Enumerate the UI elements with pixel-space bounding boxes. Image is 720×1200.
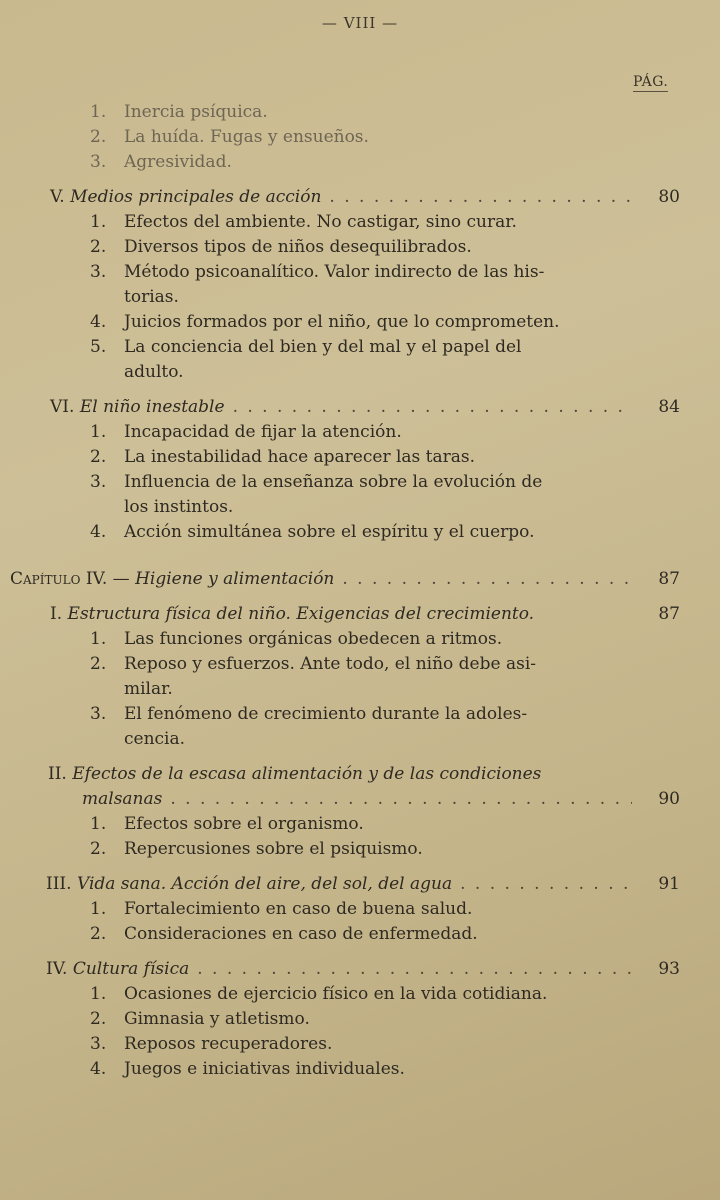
toc-item: 2. La huída. Fugas y ensueños. bbox=[90, 127, 369, 147]
page-number: — VIII — bbox=[321, 14, 399, 32]
toc-item: 2. Reposo y esfuerzos. Ante todo, el niño debe asi- bbox=[90, 654, 537, 674]
toc-item: 1. Fortalecimiento en caso de buena salud. bbox=[90, 899, 473, 919]
toc-item-continuation: milar. bbox=[124, 679, 173, 699]
toc-section-i: I. Estructura física del niño. Exigencias del crecimiento. 87 bbox=[0, 602, 720, 627]
toc-item-continuation: cencia. bbox=[124, 729, 186, 749]
toc-item: 1. Ocasiones de ejercicio físico en la vida cotidiana. bbox=[90, 984, 548, 1004]
toc-item: 2. Repercusiones sobre el psiquismo. bbox=[90, 839, 423, 859]
toc-item: 4. Acción simultánea sobre el espíritu y el cuerpo. bbox=[90, 522, 535, 542]
toc-item: 2. Gimnasia y atletismo. bbox=[90, 1009, 310, 1029]
toc-item: 3. Reposos recuperadores. bbox=[90, 1034, 333, 1054]
toc-item: 3. Influencia de la enseñanza sobre la evolución de bbox=[90, 472, 543, 492]
toc-chapter-iv: Capítulo IV. — Higiene y alimentación . . . 87 bbox=[0, 567, 720, 592]
toc-item: 3. Método psicoanalítico. Valor indirecto de las his- bbox=[90, 262, 545, 282]
page-ref: 87 bbox=[658, 604, 680, 624]
toc-item: 4. Juegos e iniciativas individuales. bbox=[90, 1059, 405, 1079]
toc-item: 4. Juicios formados por el niño, que lo comprometen. bbox=[90, 312, 560, 332]
toc-item-continuation: adulto. bbox=[124, 362, 184, 382]
toc-item: 1. Efectos del ambiente. No castigar, sino curar. bbox=[90, 212, 517, 232]
toc-item: 2. Consideraciones en caso de enfermedad. bbox=[90, 924, 478, 944]
page-ref: 90 bbox=[658, 789, 680, 809]
toc-item: 2. La inestabilidad hace aparecer las taras. bbox=[90, 447, 476, 467]
table-of-contents bbox=[0, 100, 720, 1082]
toc-section-iv: IV. Cultura física . . . 93 bbox=[0, 957, 720, 982]
toc-item: 2. Diversos tipos de niños desequilibrados. bbox=[90, 237, 472, 257]
pag-column-label: PÁG. bbox=[633, 74, 669, 90]
page-ref: 80 bbox=[658, 187, 680, 207]
toc-item: 1. Las funciones orgánicas obedecen a ritmos. bbox=[90, 629, 503, 649]
toc-item: 3. Agresividad. bbox=[90, 152, 232, 172]
page-ref: 93 bbox=[658, 959, 680, 979]
toc-item: 1. Efectos sobre el organismo. bbox=[90, 814, 364, 834]
page-ref: 87 bbox=[658, 569, 680, 589]
toc-item: 1. Incapacidad de fijar la atención. bbox=[90, 422, 402, 442]
toc-section-iii: III. Vida sana. Acción del aire, del sol, del agua . . . 91 bbox=[0, 872, 720, 897]
toc-item: 1. Inercia psíquica. bbox=[90, 102, 268, 122]
toc-item: 3. El fenómeno de crecimiento durante la adoles- bbox=[90, 704, 528, 724]
toc-section-vi: VI. El niño inestable . . . 84 bbox=[0, 395, 720, 420]
page-ref: 91 bbox=[658, 874, 680, 894]
toc-item-continuation: torias. bbox=[124, 287, 179, 307]
page-ref: 84 bbox=[658, 397, 680, 417]
toc-item-continuation: los instintos. bbox=[124, 497, 234, 517]
toc-item: 5. La conciencia del bien y del mal y el papel del bbox=[90, 337, 522, 357]
toc-section-ii-cont: malsanas . . . 90 bbox=[0, 787, 720, 812]
toc-section-ii: II. Efectos de la escasa alimentación y de las condiciones bbox=[48, 764, 542, 784]
toc-section-v: V. Medios principales de acción . . . 80 bbox=[0, 185, 720, 210]
